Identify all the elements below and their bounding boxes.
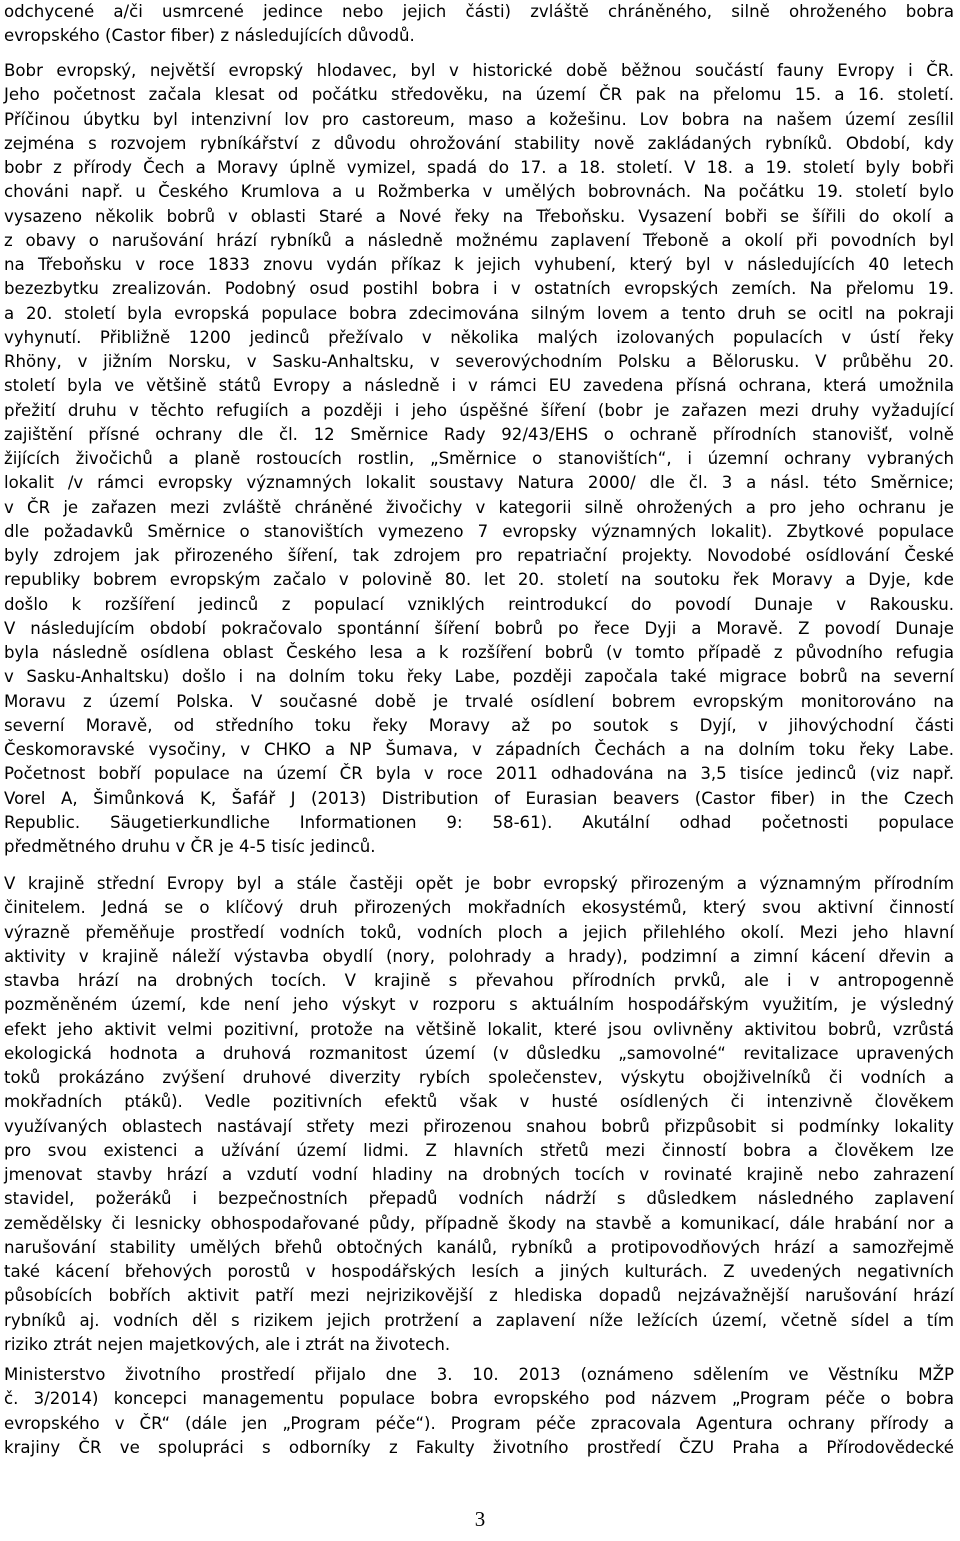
- text-line: mokřadních ptáků). Vedle pozitivních efektů však v husté osídlených či intenzivně člověkem: [4, 1092, 954, 1112]
- text-line: předmětného druhu v ČR je 4-5 tisíc jedinců.: [4, 837, 376, 856]
- text-line: aktivity v krajině náleží výstavba obydlí (nory, polohrady a hrady), podzimní a zimní kácení dřevin a: [4, 946, 954, 966]
- text-line: v Sasku-Anhaltsku) došlo i na dolním toku řeky Labe, později započala také migrace bobrů na severní: [4, 667, 954, 687]
- text-line: na Třeboňsku v roce 1833 znovu vydán příkaz k jejich vyhubení, který byl v následujících 40 letech: [4, 255, 954, 274]
- text-line: využívaných oblastech nastávají střety mezi přirozenou snahou bobrů přizpůsobit si podmínky lokality: [4, 1116, 954, 1136]
- text-line: evropského v ČR“ (dále jen „Program péče“). Program péče zpracovala Agentura ochrany přírody a: [4, 1413, 954, 1433]
- text-line: bezezbytku zrealizován. Podobný osud postihl bobra i v ostatních evropských zemích. Na přelomu 19.: [4, 279, 954, 299]
- text-line: krajiny ČR ve spolupráci s odborníky z Fakulty životního prostředí ČZU Praha a Přírodovědecké: [4, 1437, 954, 1457]
- text-line: pozměněném území, kde není jeho výskyt v rozporu s aktuálním hospodářským využitím, je výsledný: [4, 995, 954, 1015]
- text-line: Příčinou úbytku byl intenzivní lov pro castoreum, maso a kožešinu. Lov bobra na našem území zesílil: [4, 109, 954, 129]
- text-line: efekt jeho aktivit velmi pozitivní, protože na většině lokalit, které jsou ovlivněny aktivitou bobrů, vzrůstá: [4, 1019, 954, 1039]
- text-line: Vorel A, Šimůnková K, Šafář J (2013) Distribution of Eurasian beavers (Castor fiber) in the Czech: [4, 788, 954, 808]
- text-line: rybníků aj. vodních děl s rizikem jejich protržení a zaplavení níže ležících území, včetně sídel a tím: [4, 1310, 954, 1330]
- text-line: č. 3/2014) koncepci managementu populace bobra evropského pod názvem „Program péče o bobra: [4, 1389, 954, 1409]
- text-line: vyhynutí. Přibližně 1200 jedinců přežívalo v několika malých izolovaných populacích v ústí řeky: [4, 327, 954, 347]
- text-line: Moravu z území Polska. V současné době je trvalé osídlení bobrem evropským monitorováno na: [4, 691, 954, 711]
- text-line: bobr z přírody Čech a Moravy úplně vymizel, spadá do 17. a 18. století. V 18. a 19. století byly bobři: [4, 158, 954, 177]
- text-line: byly zdrojem jak přirozeného šíření, tak zdrojem pro repatriační projekty. Novodobé osídlování České: [4, 546, 954, 565]
- text-line: v ČR je zařazen mezi zvláště chráněné živočichy v kategorii silně ohrožených a pro jeho ochranu je: [4, 497, 954, 517]
- text-line: došlo k rozšíření jedinců z populací vzniklých reintrodukcí do povodí Dunaje v Rakousku.: [4, 594, 954, 614]
- text-line: severní Moravě, od středního toku řeky Moravy až po soutok s Dyjí, v jihovýchodní části: [4, 715, 954, 735]
- text-line: Početnost bobří populace na území ČR byla v roce 2011 odhadována na 3,5 tisíce jedinců (viz např.: [4, 764, 954, 784]
- text-line: stavba hrází na drobných tocích. V krajině s převahou přírodních prvků, ale i v antropogenně: [4, 971, 954, 990]
- text-line: dle požadavků Směrnice o stanovištích vymezeno 7 evropsky významných lokalit). Zbytkové populace: [4, 521, 954, 541]
- text-line: toků prokázáno zvýšení druhové diverzity rybích společenstev, výskytu obojživelníků či vodních a: [4, 1068, 954, 1087]
- text-line: zejména s rozvojem rybníkářství z důvodu ohrožování stability nově zakládaných rybníků. Období, kdy: [4, 133, 954, 153]
- text-line: a 20. století byla evropská populace bobra zdecimována silným lovem a tento druh se ocitl na pokraji: [4, 303, 954, 323]
- text-line: Republic. Säugetierkundliche Informationen 9: 58-61). Akutální odhad početnosti populace: [4, 812, 954, 832]
- text-line: zajištění přísné ochrany dle čl. 12 Směrnice Rady 92/43/EHS o ochraně přírodních stanovišť, volně: [4, 424, 954, 444]
- text-line: přežití druhu v těchto refugiích a později i jeho úspěšné šíření (bobr je zařazen mezi druhy vyžadující: [4, 400, 954, 420]
- text-line: V krajině střední Evropy byl a stále častěji opět je bobr evropský přirozeným a významným přírodním: [4, 874, 954, 893]
- text-line: lokalit /v rámci evropsky významných lokalit soustavy Natura 2000/ dle čl. 3 a násl. této Směrnice;: [4, 473, 954, 493]
- text-line: chováni např. u Českého Krumlova a u Rožmberka v umělých bobrovnách. Na počátku 19. století bylo: [4, 182, 954, 202]
- text-line: Bobr evropský, největší evropský hlodavec, byl v historické době běžnou součástí fauny Evropy i ČR.: [4, 61, 954, 80]
- text-line: Rhöny, v jižním Norsku, v Sasku-Anhaltsku, v severovýchodním Polsku a Bělorusku. V průběhu 20.: [4, 352, 954, 371]
- text-line: odchycené a/či usmrcené jedince nebo jejich části) zvláště chráněného, silně ohroženého bobra: [4, 2, 954, 21]
- text-line: Ministerstvo životního prostředí přijalo dne 3. 10. 2013 (oznámeno sdělením ve Věstníku MŽP: [4, 1365, 954, 1384]
- page-number: 3: [474, 1507, 486, 1531]
- text-line: vysazeno několik bobrů v oblasti Staré a Nové řeky na Třeboňsku. Vysazení bobři se šířili do okolí a: [4, 206, 954, 226]
- text-line: činitelem. Jedná se o klíčový druh přirozených mokřadních ekosystémů, který svou aktivní činností: [4, 898, 954, 918]
- text-line: pro svou existenci a užívání území lidmi. Z hlavních střetů mezi činností bobra a člověkem lze: [4, 1140, 954, 1160]
- text-line: jmenovat stavby hrází a vzdutí vodní hladiny na drobných tocích v rovinaté krajině nebo zahrazení: [4, 1165, 954, 1184]
- text-line: také kácení břehových porostů v hospodářských lesích a jiných kulturách. Z uvedených negativních: [4, 1262, 954, 1281]
- text-line: Jeho početnost začala klesat od počátku středověku, na území ČR pak na přelomu 15. a 16. století.: [4, 85, 954, 105]
- text-line: V následujícím období pokračovalo spontánní šíření bobrů po řece Dyji a Moravě. Z povodí Dunaje: [4, 618, 954, 638]
- text-line: působících bobřích aktivit patří mezi nejrizikovější z hlediska dopadů nejzávažnější narušování hrází: [4, 1286, 954, 1306]
- text-line: stavidel, požeráků i bezpečnostních přepadů vodních nádrží s důsledkem následného zaplavení: [4, 1189, 954, 1209]
- text-line: století byla ve většině států Evropy a následně i v rámci EU zavedena přísná ochrana, která umožnila: [4, 376, 954, 396]
- text-line: z obavy o narušování hrází rybníků a následně možnému zaplavení Třeboně a okolí při povodních byl: [4, 230, 954, 250]
- text-line: žijících živočichů a planě rostoucích rostlin, „Směrnice o stanovištích“, i územní ochrany vybraných: [4, 449, 954, 468]
- text-line: zemědělsky či lesnicky obhospodařované půdy, případně škody na stavbě a komunikací, dále hrabání nor a: [4, 1213, 954, 1233]
- text-line: ekologická hodnota a druhová rozmanitost území (v důsledku „samovolné“ revitalizace upravených: [4, 1043, 954, 1063]
- text-line: Českomoravské vysočiny, v CHKO a NP Šumava, v západních Čechách a na dolním toku řeky Labe.: [4, 740, 954, 759]
- text-line: narušování stability umělých břehů obtočných kanálů, rybníků a protipovodňových hrází a samozřejmě: [4, 1237, 954, 1257]
- text-line: republiky bobrem evropským začalo v polovině 80. let 20. století na soutoku řek Moravy a Dyje, kde: [4, 570, 954, 590]
- text-line: evropského (Castor fiber) z následujících důvodů.: [4, 26, 415, 46]
- text-line: riziko ztrát nejen majetkových, ale i ztrát na životech.: [4, 1334, 451, 1354]
- text-line: výrazně přeměňuje prostředí vodních toků, vodních ploch a jejich přilehlého okolí. Mezi jeho hlavní: [4, 922, 954, 942]
- text-line: byla následně osídlena oblast Českého lesa a k rozšíření bobrů (v tomto případě z původního refugia: [4, 643, 954, 662]
